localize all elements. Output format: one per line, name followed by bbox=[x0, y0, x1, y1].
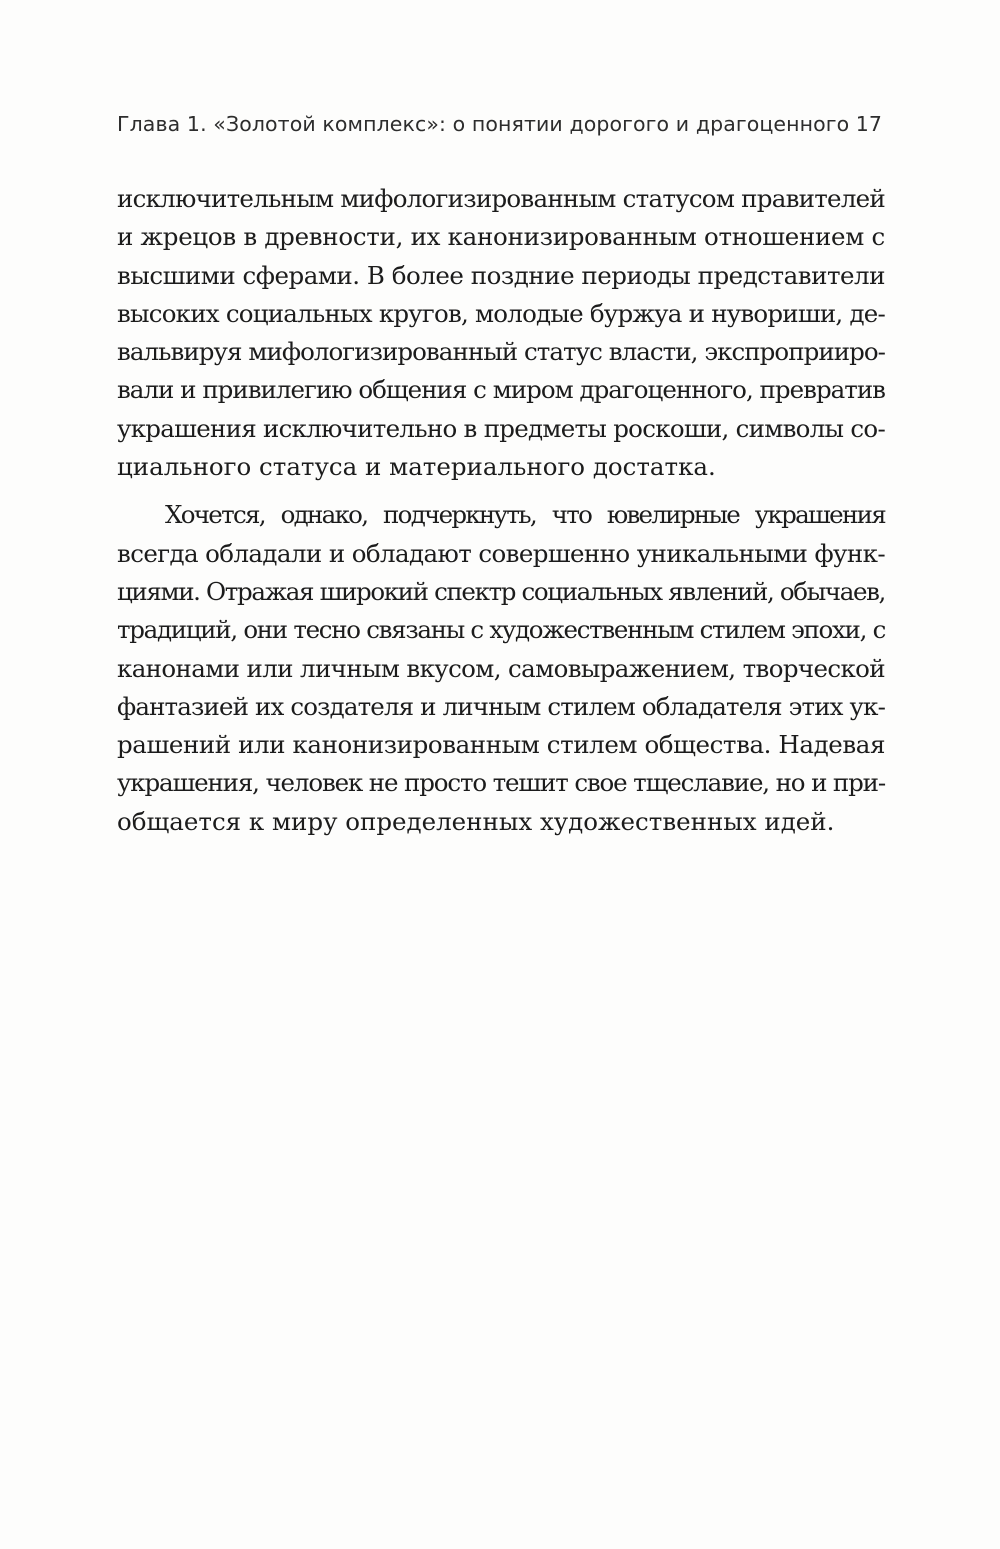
text-line: украшения, человек не просто тешит свое тщеславие, но и при- bbox=[117, 768, 885, 798]
text-line: рашений или канонизированным стилем общества. Надевая bbox=[117, 730, 885, 760]
page-number: 17 bbox=[855, 112, 882, 136]
text-line: вали и привилегию общения с миром драгоценного, превратив bbox=[117, 375, 885, 405]
text-line: канонами или личным вкусом, самовыражением, творческой bbox=[117, 653, 885, 683]
text-line: высшими сферами. В более поздние периоды представители bbox=[117, 260, 885, 290]
body-text bbox=[117, 180, 885, 841]
text-line: традиций, они тесно связаны с художественным стилем эпохи, с bbox=[117, 615, 885, 645]
text-line: исключительным мифологизированным статусом правителей bbox=[117, 184, 885, 213]
text-line: и жрецов в древности, их канонизированным отношением с bbox=[117, 222, 885, 252]
text-line: украшения исключительно в предметы роскоши, символы со- bbox=[117, 413, 885, 443]
text-line: общается к миру определенных художественных идей. bbox=[117, 806, 835, 836]
text-line: фантазией их создателя и личным стилем обладателя этих ук- bbox=[117, 691, 885, 721]
text-line: вальвируя мифологизированный статус власти, экспроприиро- bbox=[117, 337, 885, 367]
text-line: циями. Отражая широкий спектр социальных явлений, обычаев, bbox=[117, 576, 885, 606]
running-header bbox=[117, 112, 882, 142]
paragraph-1 bbox=[117, 180, 885, 486]
text-line: Хочется, однако, подчеркнуть, что ювелирные украшения bbox=[165, 500, 885, 530]
chapter-title: Глава 1. «Золотой комплекс»: о понятии дорогого и драгоценного bbox=[117, 112, 850, 136]
text-line: всегда обладали и обладают совершенно уникальными функ- bbox=[117, 538, 885, 568]
text-line: высоких социальных кругов, молодые буржуа и нувориши, де- bbox=[117, 298, 885, 328]
text-line: циального статуса и материального достатка. bbox=[117, 452, 716, 482]
paragraph-2 bbox=[117, 496, 885, 841]
